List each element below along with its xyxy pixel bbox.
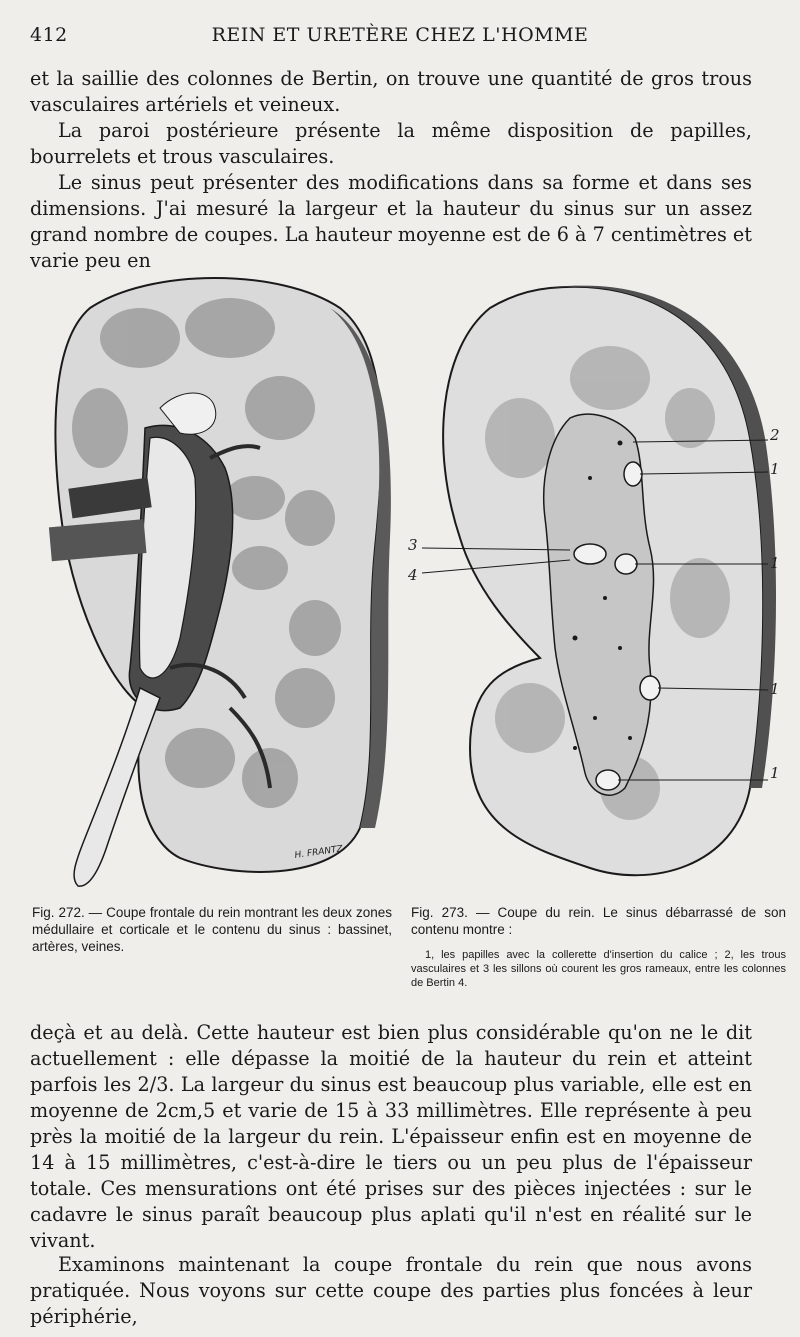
label-1-lower: 1 bbox=[770, 680, 780, 698]
label-3: 3 bbox=[408, 536, 418, 554]
figure-273-legend: 1, les papilles avec la collerette d'insertion du calice ; 2, les trous vasculaires et 3 les sillons où courent les gros rameaux, entre les colonnes de Bertin 4. bbox=[411, 949, 786, 989]
figure-272-kidney-frontal-section bbox=[49, 278, 391, 886]
label-1-bottom: 1 bbox=[770, 764, 780, 782]
label-1-top: 1 bbox=[770, 460, 780, 478]
text-paragraph-paroi: La paroi postérieure présente la même disposition de papilles, bourrelets et trous vasculaires. bbox=[30, 119, 752, 168]
page-header bbox=[30, 24, 770, 54]
text-paragraph-examinons: Examinons maintenant la coupe frontale du rein que nous avons pratiquée. Nous voyons sur cette coupe des parties plus foncées à leur périphérie, bbox=[30, 1253, 752, 1328]
figure-273-caption-block bbox=[411, 904, 786, 990]
page-number: 412 bbox=[30, 24, 68, 46]
figure-273-kidney-sinus bbox=[407, 286, 780, 876]
body-text-last bbox=[30, 1252, 752, 1330]
text-paragraph-hauteur: deçà et au delà. Cette hauteur est bien plus considérable qu'on ne le dit actuellement : elle dépasse la moitié de la hauteur du rein et atteint parfois les 2/3. La largeur du sinus est beaucoup plus variable, elle est en moyenne de 2cm,5 et varie de 15 à 33 millimètres. Elle représente à peu près la moitié de la largeur du rein. L'épaisseur enfin est en moyenne de 14 à 15 millimètres, c'est-à-dire le tiers ou un peu plus de l'épaisseur totale. Ces mensurations ont été prises sur des pièces injectées : sur le cadavre le sinus paraît beaucoup plus aplati qu'il n'est en réalité sur le vivant. bbox=[30, 1021, 752, 1252]
label-4: 4 bbox=[408, 566, 418, 584]
body-text-bottom bbox=[30, 1020, 752, 1254]
text-line-continuation: et la saillie des colonnes de Bertin, on trouve une quantité de gros trous vasculaires artériels et veineux. bbox=[30, 67, 752, 116]
artist-signature: H. FRANTZ bbox=[294, 844, 344, 861]
running-title: REIN ET URETÈRE CHEZ L'HOMME bbox=[211, 24, 589, 46]
figures-illustration bbox=[30, 268, 780, 898]
label-2: 2 bbox=[770, 426, 780, 444]
figure-272-caption: Fig. 272. — Coupe frontale du rein montrant les deux zones médullaire et corticale et le contenu du sinus : bassinet, artères, veines. bbox=[32, 905, 392, 954]
body-text-top bbox=[30, 66, 752, 274]
text-paragraph-sinus: Le sinus peut présenter des modifications dans sa forme et dans ses dimensions. J'ai mesuré la largeur et la hauteur du sinus sur un assez grand nombre de coupes. La hauteur moyenne est de 6 à 7 centimètres et varie peu en bbox=[30, 171, 752, 272]
figure-273-caption: Fig. 273. — Coupe du rein. Le sinus débarrassé de son contenu montre : bbox=[411, 905, 786, 937]
label-1-middle: 1 bbox=[770, 554, 780, 572]
